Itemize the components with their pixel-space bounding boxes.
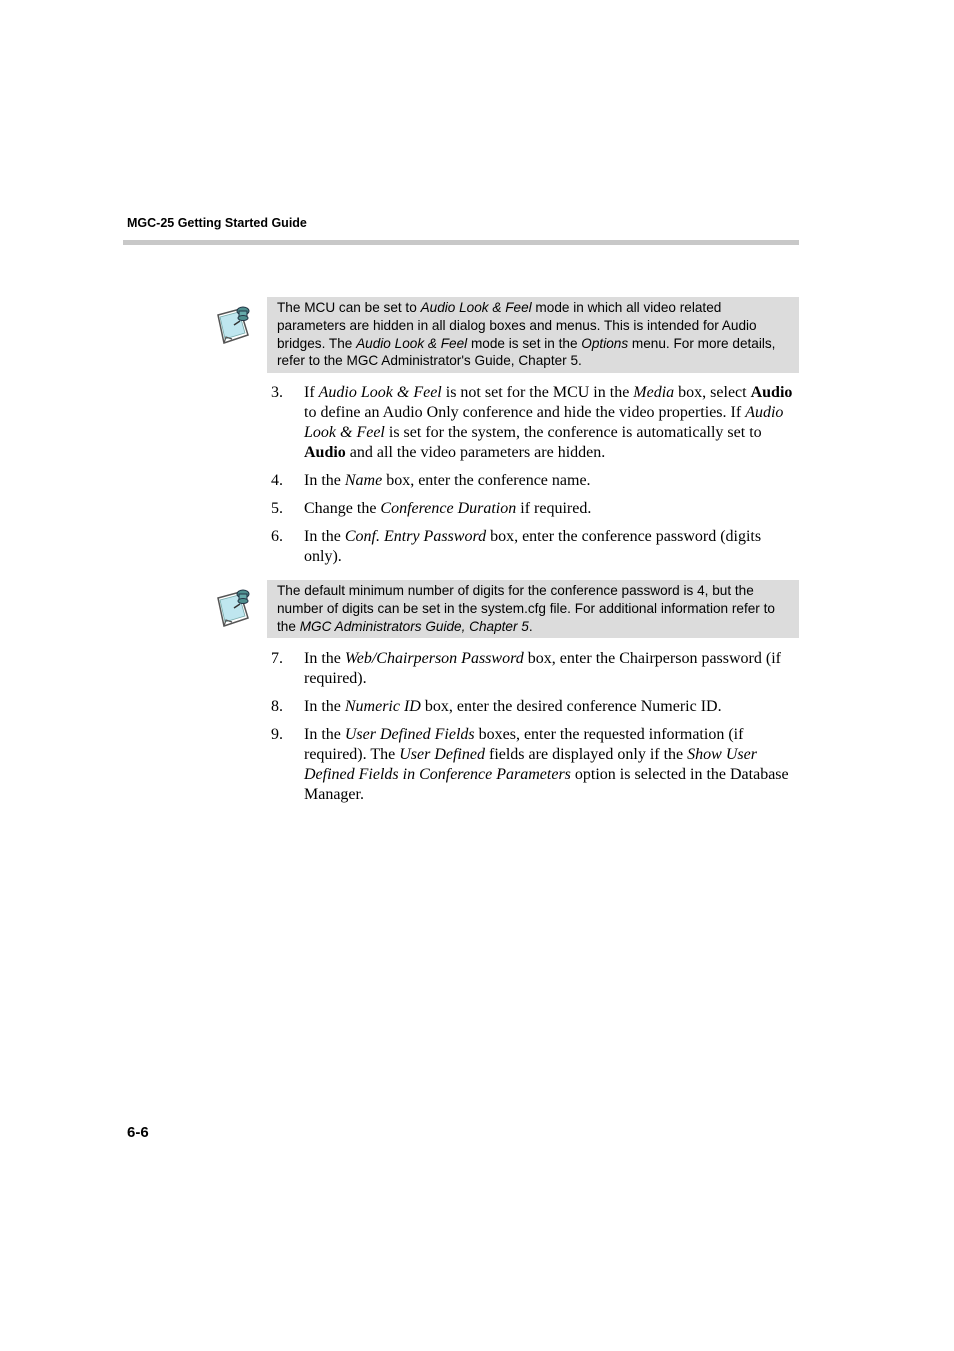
text-run: is not set for the MCU in the [441, 384, 634, 401]
procedure-steps-b [271, 649, 795, 813]
text-run: box, select [674, 384, 751, 401]
emphasis-text: MGC Administrators Guide, Chapter 5 [299, 618, 529, 634]
emphasis-text: Conference Duration [380, 500, 517, 517]
text-run: In the [304, 650, 345, 667]
text-run: The MCU can be set to [277, 300, 421, 315]
emphasis-text: Audio Look & Feel [356, 335, 468, 351]
step-item [271, 725, 795, 805]
text-run: box, enter the conference password (digits only). [304, 528, 762, 565]
text-run: boxes, enter the requested information (if required). The [304, 726, 744, 763]
text-run: if required. [516, 500, 592, 517]
step-item [271, 649, 795, 689]
running-header: MGC-25 Getting Started Guide [127, 216, 307, 230]
text-run: is set for the system, the conference is automatically set to [384, 424, 762, 441]
step-number: 4. [271, 472, 283, 489]
step-number: 8. [271, 698, 283, 715]
emphasis-text: Name [344, 472, 383, 489]
bold-text: Audio [304, 444, 346, 461]
emphasis-text: Options [581, 335, 629, 351]
text-run: and all the video parameters are hidden. [345, 444, 606, 461]
emphasis-text: User Defined Fields [344, 726, 475, 743]
emphasis-text: Audio Look & Feel [304, 404, 784, 441]
text-run: In the [304, 528, 345, 545]
text-run: In the [304, 472, 345, 489]
text-run: mode in which all video related parameters are hidden in all dialog boxes and menus. This is intended for Audio bridges. The [277, 300, 757, 351]
text-run: to define an Audio Only conference and hide the video properties. If [304, 404, 746, 421]
step-item [271, 471, 795, 491]
bold-text: Audio [750, 384, 793, 401]
text-run: The default minimum number of digits for the conference password is 4, but the number of digits can be set in the system.cfg file. For additional information refer to the [277, 583, 775, 634]
text-run: . [528, 618, 533, 634]
step-number: 7. [271, 650, 283, 667]
header-rule [123, 240, 799, 245]
text-run: menu. For more details, refer to the MGC Administrator's Guide, Chapter 5. [277, 335, 776, 369]
step-text [304, 384, 792, 461]
text-run: box, enter the Chairperson password (if required). [304, 650, 781, 687]
emphasis-text: Show User Defined Fields in Conference Parameters [304, 746, 757, 783]
pushpin-note-icon [212, 584, 256, 630]
procedure-steps-a [271, 383, 795, 575]
step-text [304, 726, 789, 803]
page-number: 6-6 [127, 1124, 149, 1141]
emphasis-text: Conf. Entry Password [344, 528, 487, 545]
step-number: 3. [271, 384, 283, 401]
step-item [271, 527, 795, 567]
text-run: If [304, 384, 319, 401]
step-number: 6. [271, 528, 283, 545]
emphasis-text: User Defined [399, 746, 485, 763]
step-item [271, 499, 795, 519]
emphasis-text: Audio Look & Feel [318, 384, 442, 401]
step-item [271, 697, 795, 717]
text-run: fields are displayed only if the [484, 746, 688, 763]
emphasis-text: Numeric ID [344, 698, 421, 715]
step-number: 9. [271, 726, 283, 743]
step-text [304, 500, 591, 517]
step-number: 5. [271, 500, 283, 517]
text-run: In the [304, 726, 345, 743]
note-text [267, 297, 799, 373]
step-item [271, 383, 795, 463]
step-text [304, 472, 591, 489]
emphasis-text: Web/Chairperson Password [344, 650, 524, 667]
step-text [304, 650, 781, 687]
text-run: mode is set in the [467, 335, 582, 351]
text-run: Change the [304, 500, 381, 517]
text-run: box, enter the desired conference Numeric ID. [420, 698, 722, 715]
step-text [304, 528, 761, 565]
emphasis-text: Media [633, 384, 675, 401]
text-run: option is selected in the Database Manager. [304, 766, 789, 803]
text-run: In the [304, 698, 345, 715]
step-text [304, 698, 722, 715]
emphasis-text: Audio Look & Feel [420, 300, 532, 315]
text-run: box, enter the conference name. [382, 472, 591, 489]
pushpin-note-icon [212, 301, 256, 347]
note-text [267, 580, 799, 638]
